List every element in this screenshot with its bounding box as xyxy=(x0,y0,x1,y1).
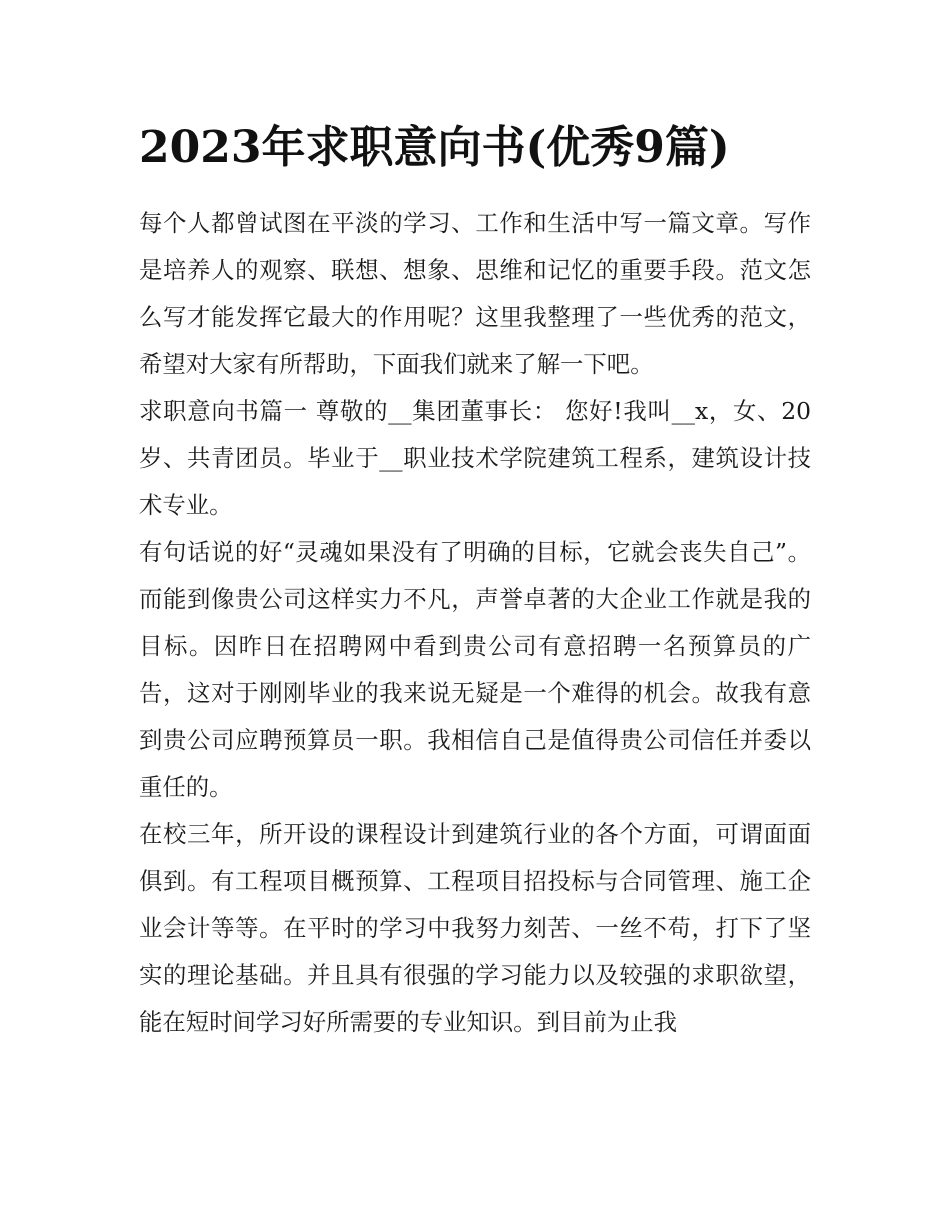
document-body xyxy=(139,200,811,1046)
paragraph-education: 在校三年，所开设的课程设计到建筑行业的各个方面，可谓面面俱到。有工程项目概预算、工程项目招投标与合同管理、施工企业会计等等。在平时的学习中我努力刻苦、一丝不苟，打下了坚实的理论基础。并且具有很强的学习能力以及较强的求职欲望，能在短时间学习好所需要的专业知识。到目前为止我 xyxy=(139,820,811,1036)
paragraph-goal: 有句话说的好“灵魂如果没有了明确的目标，它就会丧失自己”。而能到像贵公司这样实力不凡，声誉卓著的大企业工作就是我的目标。因昨日在招聘网中看到贵公司有意招聘一名预算员的广告，这对于刚刚毕业的我来说无疑是一个难得的机会。故我有意到贵公司应聘预算员一职。我相信自己是值得贵公司信任并委以重任的。 xyxy=(139,538,811,801)
paragraph-intro: 每个人都曾试图在平淡的学习、工作和生活中写一篇文章。写作是培养人的观察、联想、想象、思维和记忆的重要手段。范文怎么写才能发挥它最大的作用呢？这里我整理了一些优秀的范文，希望对大家有所帮助，下面我们就来了解一下吧。 xyxy=(139,209,811,378)
document-title: 2023年求职意向书(优秀9篇) xyxy=(139,122,730,173)
paragraph-salutation: 求职意向书篇一 尊敬的__集团董事长： 您好!我叫__x，女、20岁、共青团员。毕业于__职业技术学院建筑工程系，建筑设计技术专业。 xyxy=(139,397,811,519)
